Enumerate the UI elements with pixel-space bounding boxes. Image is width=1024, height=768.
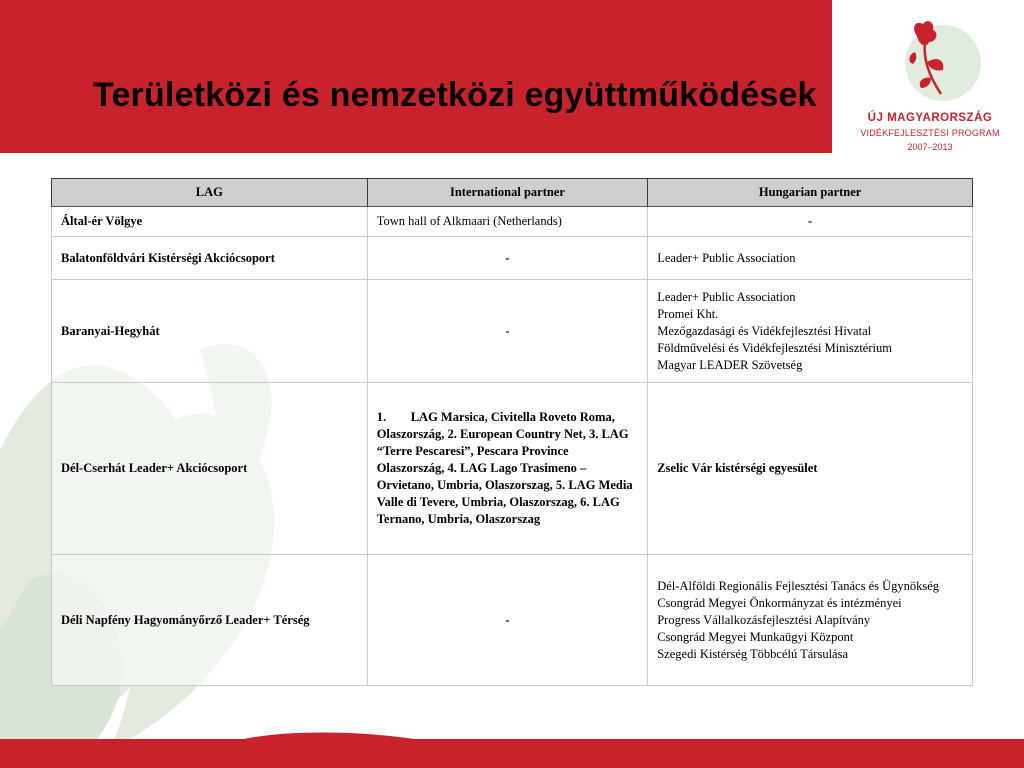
program-logo (845, 18, 1015, 158)
lag-cell: Baranyai-Hegyhát (52, 280, 368, 383)
hungarian-cell (648, 555, 973, 686)
logo-subtitle: VIDÉKFEJLESZTÉSI PROGRAM (860, 128, 1000, 138)
partner-line: Dél-Alföldi Regionális Fejlesztési Tanács és Ügynökség (657, 578, 940, 593)
partner-line: Csongrád Megyei Önkormányzat és intézményei (657, 595, 902, 610)
partner-line: Földművelési és Vidékfejlesztési Minisztérium (657, 340, 892, 355)
partner-list-text: LAG Marsica, Civitella Roveto Roma, Olaszország, 2. European Country Net, 3. LAG “Terre Pescaresi”, Pescara Province Olaszország, 4. LAG Lago Trasimeno – Orvietano, Umbria, Olaszorszag, 5. LAG Media Valle di Tevere, Umbria, Olaszorszag, 6. LAG Ternano, Umbria, Olaszorszag (376, 410, 633, 526)
column-header-lag: LAG (52, 179, 368, 207)
table-row (52, 555, 973, 686)
logo-title: ÚJ MAGYARORSZÁG (867, 112, 993, 124)
table-header-row (52, 179, 973, 207)
lag-cell: Déli Napfény Hagyományőrző Leader+ Térség (52, 555, 368, 686)
lag-cell: Dél-Cserhát Leader+ Akciócsoport (52, 383, 368, 555)
partner-line: Mezőgazdasági és Vidékfejlesztési Hivatal (657, 323, 872, 338)
logo-years: 2007–2013 (907, 142, 953, 152)
table-row (52, 383, 973, 555)
list-number: 1. (376, 410, 387, 424)
cooperation-table (51, 178, 973, 686)
hungarian-cell: Leader+ Public Association (648, 237, 973, 280)
international-cell: Town hall of Alkmaari (Netherlands) (367, 207, 648, 237)
partner-line: Promei Kht. (657, 306, 719, 321)
partner-line: Magyar LEADER Szövetség (657, 357, 803, 372)
partner-line: Leader+ Public Association (657, 289, 796, 304)
table-row (52, 207, 973, 237)
table-row (52, 237, 973, 280)
table-row (52, 280, 973, 383)
international-cell: - (367, 237, 648, 280)
international-cell (367, 383, 648, 555)
partner-line: Csongrád Megyei Munkaügyi Központ (657, 629, 854, 644)
hungarian-cell: Zselic Vár kistérségi egyesület (648, 383, 973, 555)
flower-logo-icon (845, 18, 1015, 113)
partner-line: Progress Vállalkozásfejlesztési Alapítvány (657, 612, 871, 627)
hungarian-cell (648, 280, 973, 383)
column-header-hungarian: Hungarian partner (648, 179, 973, 207)
international-cell: - (367, 280, 648, 383)
footer-band (0, 739, 1024, 768)
lag-cell: Által-ér Völgye (52, 207, 368, 237)
lag-cell: Balatonföldvári Kistérségi Akciócsoport (52, 237, 368, 280)
partner-line: Szegedi Kistérség Többcélú Társulása (657, 646, 849, 661)
hungarian-cell: - (648, 207, 973, 237)
international-cell: - (367, 555, 648, 686)
column-header-international: International partner (367, 179, 648, 207)
page-title: Területközi és nemzetközi együttműködések (93, 76, 817, 114)
